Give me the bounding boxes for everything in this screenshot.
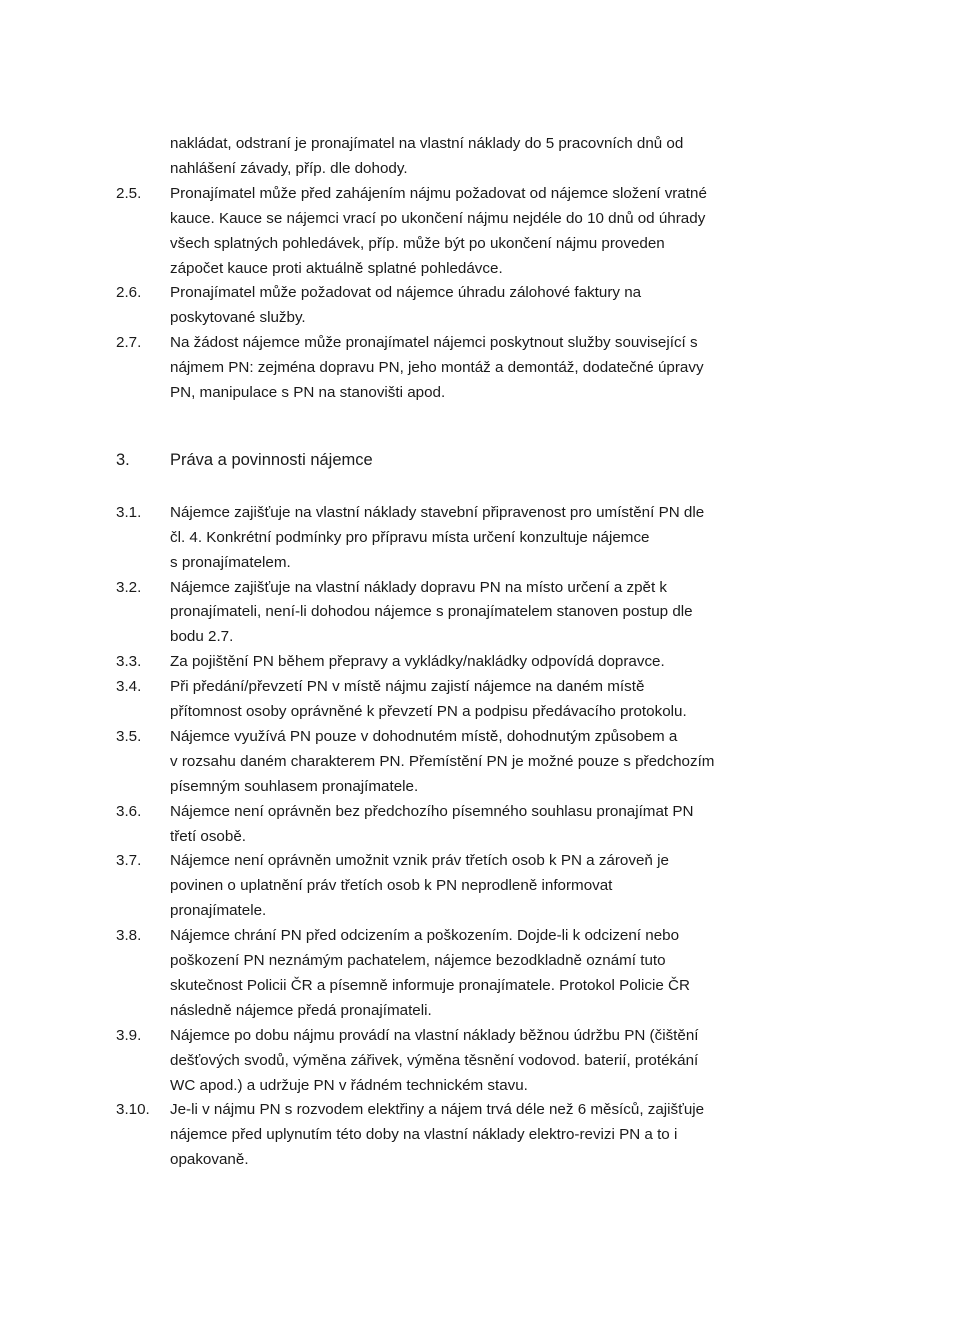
clause-text-line: Je-li v nájmu PN s rozvodem elektřiny a nájem trvá déle než 6 měsíců, zajišťuje <box>170 1101 705 1119</box>
clause-text-line: písemným souhlasem pronajímatele. <box>170 777 419 795</box>
clause-number: 2.5. <box>116 184 142 202</box>
clause-text-line: přítomnost osoby oprávněné k převzetí PN a podpisu předávacího protokolu. <box>170 703 687 720</box>
clause-text-line: nájmem PN: zejména dopravu PN, jeho montáž a demontáž, dodatečné úpravy <box>170 359 704 377</box>
clause-number: 3.5. <box>116 727 142 745</box>
clause-number: 3.1. <box>116 503 142 521</box>
section-number: 3. <box>116 450 130 469</box>
company-sidebar <box>820 0 960 1319</box>
section-heading: Práva a povinnosti nájemce <box>170 450 373 469</box>
clause-text-line: pronajímateli, není-li dohodou nájemce s pronajímatelem stanoven postup dle <box>170 603 693 621</box>
clause-text-line: opakovaně. <box>170 1151 249 1169</box>
clause-text-line: nahlášení závady, příp. dle dohody. <box>170 159 408 177</box>
clause-number: 3.2. <box>116 578 142 596</box>
clause-text-line: povinen o uplatnění práv třetích osob k PN neprodleně informovat <box>170 877 613 895</box>
clause-text-line: Nájemce po dobu nájmu provádí na vlastní náklady běžnou údržbu PN (čištění <box>170 1026 699 1044</box>
clause-text-line: poškození PN neznámým pachatelem, nájemce bezodkladně oznámí tuto <box>170 952 666 969</box>
clause-text-line: dešťových svodů, výměna zářivek, výměna těsnění vodovod. baterií, protékání <box>170 1051 699 1069</box>
clause-number: 2.7. <box>116 334 142 352</box>
clause-text-line: Nájemce není oprávněn umožnit vznik práv třetích osob k PN a zároveň je <box>170 852 669 870</box>
clause-text-line: Nájemce zajišťuje na vlastní náklady stavební připravenost pro umístění PN dle <box>170 503 705 521</box>
clause-text-line: třetí osobě. <box>170 827 246 845</box>
clause-number: 3.3. <box>116 653 142 671</box>
clause-number: 3.10. <box>116 1101 150 1119</box>
clause-text-line: WC apod.) a udržuje PN v řádném technickém stavu. <box>170 1076 528 1094</box>
clause-text-line: v rozsahu daném charakterem PN. Přemístění PN je možné pouze s předchozím <box>170 752 715 770</box>
clause-text-line: kauce. Kauce se nájemci vrací po ukončení nájmu nejdéle do 10 dnů od úhrady <box>170 209 706 227</box>
clause-text-line: poskytované služby. <box>170 309 306 327</box>
clause-text-line: zápočet kauce proti aktuálně splatné pohledávce. <box>170 259 503 277</box>
clause-text-line: nakládat, odstraní je pronajímatel na vlastní náklady do 5 pracovních dnů od <box>170 135 684 152</box>
clause-text-line: čl. 4. Konkrétní podmínky pro přípravu místa určení konzultuje nájemce <box>170 528 650 546</box>
clause-text-line: Nájemce využívá PN pouze v dohodnutém místě, dohodnutým způsobem a <box>170 727 678 745</box>
clause-number: 3.4. <box>116 678 142 696</box>
clause-text-line: Nájemce chrání PN před odcizením a poškozením. Dojde-li k odcizení nebo <box>170 927 680 945</box>
clause-text-line: Nájemce zajišťuje na vlastní náklady dopravu PN na místo určení a zpět k <box>170 578 668 596</box>
clause-number: 3.7. <box>116 852 142 870</box>
clause-text-line: bodu 2.7. <box>170 628 234 646</box>
clause-text-line: skutečnost Policii ČR a písemně informuje pronajímatele. Protokol Policie ČR <box>170 976 690 994</box>
clause-text-line: následně nájemce předá pronajímateli. <box>170 1001 432 1019</box>
clause-text-line: pronajímatele. <box>170 902 267 920</box>
clause-text-line: Pronajímatel může před zahájením nájmu požadovat od nájemce složení vratné <box>170 184 707 202</box>
clause-number: 2.6. <box>116 284 142 302</box>
clause-text-line: Nájemce není oprávněn bez předchozího písemného souhlasu pronajímat PN <box>170 802 694 820</box>
clause-text-line: PN, manipulace s PN na stanovišti apod. <box>170 384 446 401</box>
clause-text-line: nájemce před uplynutím této doby na vlastní náklady elektro-revizi PN a to i <box>170 1126 678 1144</box>
clause-text-line: Pronajímatel může požadovat od nájemce úhradu zálohové faktury na <box>170 284 642 302</box>
clause-number: 3.9. <box>116 1026 142 1044</box>
clause-text-line: s pronajímatelem. <box>170 553 291 571</box>
clause-number: 3.8. <box>116 927 142 945</box>
clause-text-line: Při předání/převzetí PN v místě nájmu zajistí nájemce na daném místě <box>170 678 645 696</box>
clause-text-line: Na žádost nájemce může pronajímatel nájemci poskytnout služby související s <box>170 334 698 352</box>
clause-number: 3.6. <box>116 802 142 820</box>
clause-text-line: všech splatných pohledávek, příp. může být po ukončení nájmu proveden <box>170 234 665 252</box>
clause-text-line: Za pojištění PN během přepravy a vykládky/nakládky odpovídá dopravce. <box>170 653 665 671</box>
